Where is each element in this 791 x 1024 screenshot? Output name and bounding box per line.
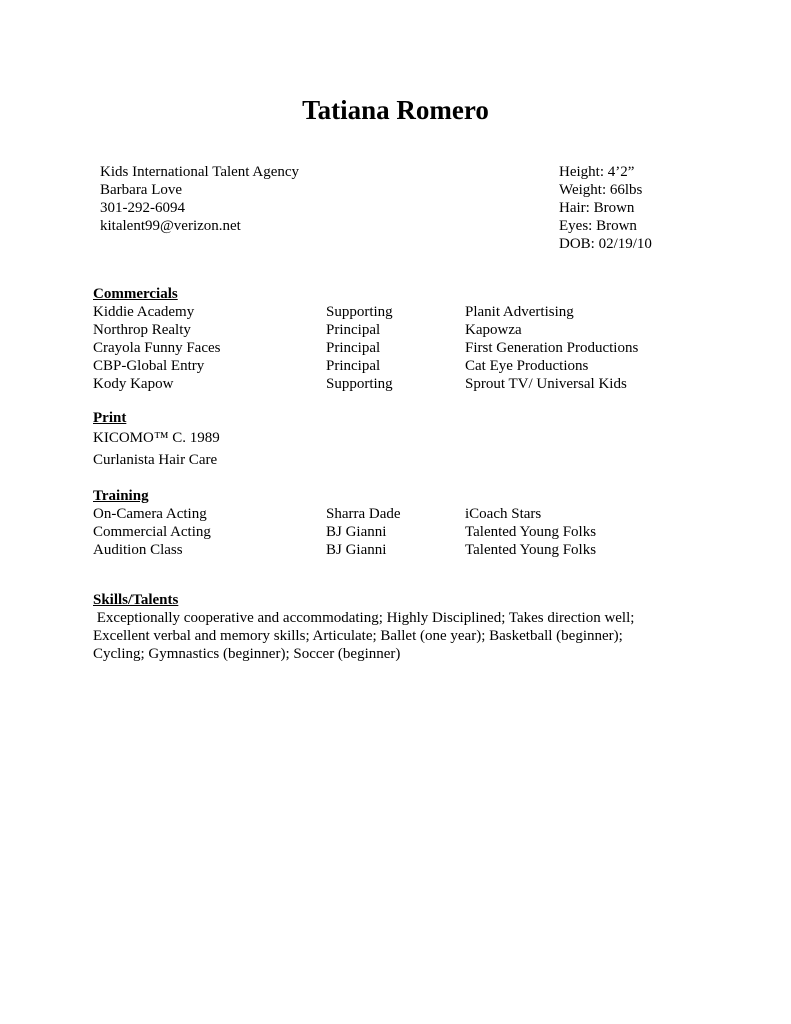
print-section — [93, 409, 220, 471]
table-row — [93, 375, 627, 393]
stat-hair: Hair: Brown — [559, 200, 635, 216]
resume-name: Tatiana Romero — [302, 95, 489, 125]
table-row — [93, 541, 597, 559]
class-cell: Audition Class — [93, 542, 183, 558]
stats-block — [559, 163, 652, 253]
stat-dob: DOB: 02/19/10 — [559, 236, 652, 252]
skills-heading: Skills/Talents — [93, 592, 179, 608]
print-item: KICOMO™ C. 1989 — [93, 430, 220, 446]
teacher-cell: BJ Gianni — [326, 524, 387, 540]
class-cell: On-Camera Acting — [93, 506, 207, 522]
company-cell: Kapowza — [465, 322, 522, 338]
school-cell: Talented Young Folks — [465, 524, 597, 540]
print-item: Curlanista Hair Care — [93, 452, 218, 468]
company-cell: Cat Eye Productions — [465, 358, 589, 374]
table-row — [93, 523, 597, 541]
stat-eyes: Eyes: Brown — [559, 218, 637, 234]
table-row — [93, 303, 574, 321]
role-cell: Principal — [326, 358, 381, 374]
role-cell: Supporting — [326, 376, 393, 392]
table-row — [93, 505, 542, 523]
skills-section — [93, 591, 673, 663]
teacher-cell: BJ Gianni — [326, 542, 387, 558]
teacher-cell: Sharra Dade — [326, 506, 401, 522]
class-cell: Commercial Acting — [93, 524, 211, 540]
school-cell: Talented Young Folks — [465, 542, 597, 558]
training-section — [93, 487, 597, 559]
table-row — [93, 321, 522, 339]
project-cell: Crayola Funny Faces — [93, 340, 221, 356]
company-cell: First Generation Productions — [465, 340, 639, 356]
project-cell: Northrop Realty — [93, 322, 191, 338]
role-cell: Supporting — [326, 304, 393, 320]
project-cell: Kody Kapow — [93, 376, 174, 392]
table-row — [93, 339, 639, 357]
company-cell: Sprout TV/ Universal Kids — [465, 376, 627, 392]
project-cell: CBP-Global Entry — [93, 358, 205, 374]
role-cell: Principal — [326, 340, 381, 356]
agency-email: kitalent99@verizon.net — [100, 218, 241, 234]
school-cell: iCoach Stars — [465, 506, 542, 522]
training-heading: Training — [93, 488, 149, 504]
company-cell: Planit Advertising — [465, 304, 574, 320]
table-row — [93, 357, 589, 375]
print-heading: Print — [93, 410, 127, 426]
agency-contact: Barbara Love — [100, 182, 183, 198]
agency-phone: 301-292-6094 — [100, 200, 185, 216]
commercials-heading: Commercials — [93, 286, 178, 302]
skills-text: Exceptionally cooperative and accommodating; Highly Disciplined; Takes direction well; Excellent verbal and memory skills; Articulate; Ballet (one year); Basketball (beginner); Cycling; Gymnastics (beginner); Soccer (beginner) — [93, 610, 639, 662]
stat-weight: Weight: 66lbs — [559, 182, 643, 198]
project-cell: Kiddie Academy — [93, 304, 195, 320]
commercials-section — [93, 285, 639, 393]
agency-block — [100, 163, 299, 235]
agency-name: Kids International Talent Agency — [100, 164, 300, 180]
stat-height: Height: 4’2” — [559, 164, 635, 180]
role-cell: Principal — [326, 322, 381, 338]
